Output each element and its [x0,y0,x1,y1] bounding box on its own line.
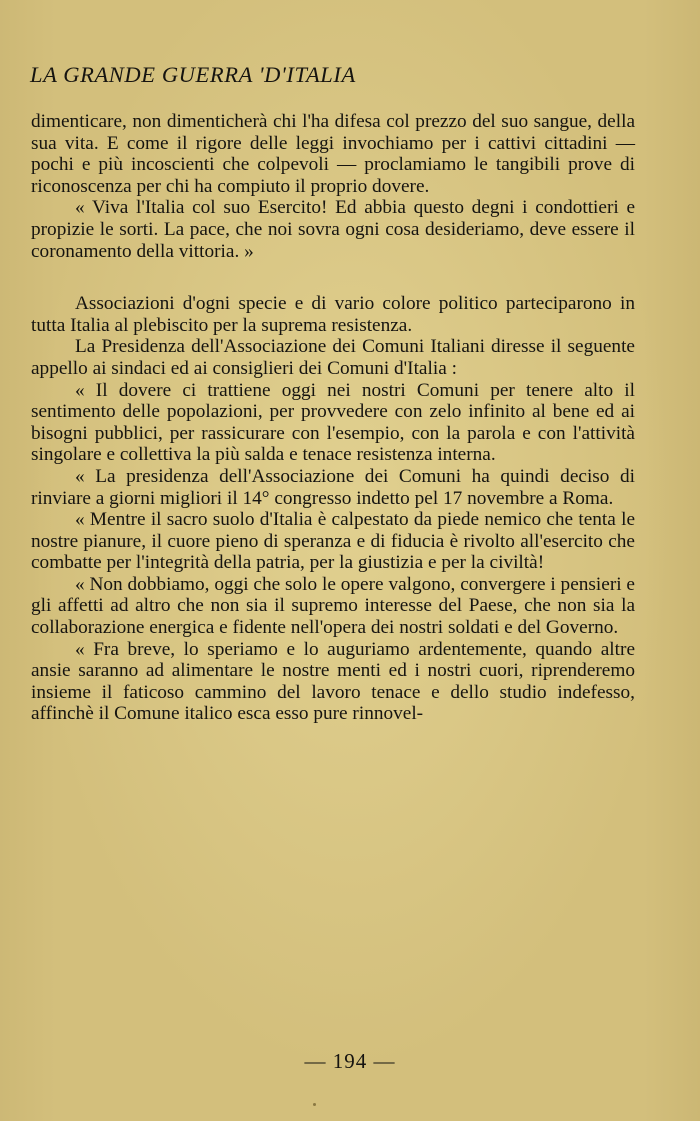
paragraph-presidenza: La Presidenza dell'Associazione dei Comuni Italiani diresse il seguente appello ai sindaci ed ai consiglieri dei Comuni d'Italia : [31,336,635,379]
body-text [31,111,635,725]
paragraph-quote-congresso: « La presidenza dell'Associazione dei Comuni ha quindi deciso di rinviare a giorni migliori il 14° congresso indetto pel 17 novembre a Roma. [31,465,635,509]
paragraph-associazioni: Associazioni d'ogni specie e di vario colore politico parteciparono in tutta Italia al plebiscito per la suprema resistenza. [31,293,635,336]
section-break [31,262,635,293]
page-number: — 194 — [304,1049,396,1073]
paragraph-quote-viva: « Viva l'Italia col suo Esercito! Ed abbia questo degni i condottieri e propizie le sorti. La pace, che noi sovra ogni cosa desideriamo, deve essere il coronamento della vittoria. » [31,197,635,262]
running-head: LA GRANDE GUERRA 'D'ITALIA [30,62,356,87]
paper-speck [313,1103,316,1106]
paragraph-quote-non-dobbiamo: « Non dobbiamo, oggi che solo le opere valgono, convergere i pensieri e gli affetti ad altro che non sia il supremo interesse del Paese, che non sia la collaborazione energica e fidente nell'opera dei nostri soldati e del Governo. [31,573,635,639]
paragraph-quote-suolo: « Mentre il sacro suolo d'Italia è calpestato da piede nemico che tenta le nostre pianure, il cuore pieno di speranza e di fiducia è rivolto all'esercito che combatte per l'integrità della patria, per la giustizia e per la civiltà! [31,509,635,574]
paragraph-quote-dovere: « Il dovere ci trattiene oggi nei nostri Comuni per tenere alto il sentimento delle popolazioni, per provvedere con zelo infinito al bene ed ai bisogni pubblici, per rassicurare con l'esempio, con la parola e con l'attività singolare e collettiva la più salda e tenace resistenza interna. [31,379,635,466]
paragraph-quote-fra-breve: « Fra breve, lo speriamo e lo auguriamo ardentemente, quando altre ansie saranno ad alimentare le nostre menti ed i nostri cuori, riprenderemo insieme il faticoso cammino del lavoro tenace e dello studio indefesso, affinchè il Comune italico esca esso pure rinnovel- [31,638,635,725]
paragraph-continuation: dimenticare, non dimenticherà chi l'ha difesa col prezzo del suo sangue, della sua vita. E come il rigore delle leggi invochiamo per i cattivi cittadini — pochi e più incoscienti che colpevoli — proclamiamo le tangibili prove di riconoscenza per chi ha compiuto il proprio dovere. [31,111,635,197]
